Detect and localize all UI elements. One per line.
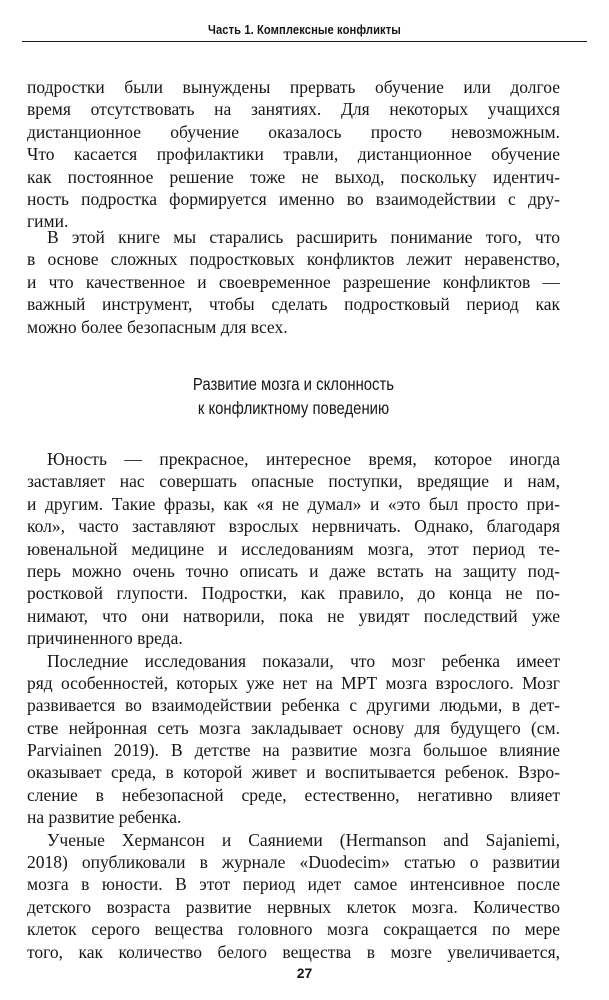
text-line: и что качественное и своевременное разрешение конфликтов — <box>27 271 560 292</box>
paragraph <box>27 226 560 338</box>
text-line: Parviainen 2019). В детстве на развитие мозга большое влияние <box>27 740 560 761</box>
section-heading-line: к конфликтному поведению <box>197 398 390 418</box>
header-rule <box>22 41 587 42</box>
text-line: дистанционное обучение оказалось просто невозможным. <box>27 121 560 142</box>
text-line: Что касается профилактики травли, дистанционное обучение <box>27 144 560 165</box>
text-line: подростки были вынуждены прервать обучение или долгое <box>27 77 560 97</box>
text-line: В этой книге мы старались расширить понимание того, что <box>47 227 560 247</box>
text-line: оказывает среда, в которой живет и воспитывается ребенок. Взро- <box>27 762 560 783</box>
text-line: время отсутствовать на занятиях. Для некоторых учащихся <box>27 99 560 120</box>
text-line: гими. <box>27 211 69 232</box>
text-line: мозга в юности. В этот период идет самое интенсивное после <box>27 874 560 895</box>
text-line: кол», часто заставляют взрослых нервничать. Однако, благодаря <box>27 516 560 537</box>
text-line: ростковой глупости. Подростки, как правило, до конца не по- <box>27 583 560 604</box>
text-line: ювенальной медицине и исследованиям мозга, этот период те- <box>27 538 560 559</box>
text-line: в основе сложных подростковых конфликтов лежит неравенство, <box>27 249 560 270</box>
text-line: ряд особенностей, которых уже нет на МРТ мозга взрослого. Мозг <box>27 672 560 693</box>
running-head: Часть 1. Комплексные конфликты <box>208 22 401 37</box>
text-line: Юность — прекрасное, интересное время, которое иногда <box>47 449 560 469</box>
text-line: как постоянное решение тоже не выход, поскольку идентич- <box>27 166 560 187</box>
text-line: того, как количество белого вещества в мозге увеличивается, <box>27 941 560 962</box>
text-line: 2018) опубликовали в журнале «Duodecim» статью о развитии <box>27 852 560 873</box>
paragraph-continuation <box>27 76 560 233</box>
text-line: причиненного вреда. <box>27 628 183 649</box>
section-heading <box>67 372 520 420</box>
text-line: и другим. Такие фразы, как «я не думал» и «это был просто при- <box>27 493 560 514</box>
text-line: можно более безопасным для всех. <box>27 316 288 337</box>
text-line: на развитие ребенка. <box>27 807 182 828</box>
text-line: развивается во взаимодействии ребенка с другими людьми, в дет- <box>27 695 560 716</box>
text-line: заставляет нас совершать опасные поступки, вредящие и нам, <box>27 471 560 492</box>
text-line: перь можно очень точно описать и даже встать на защиту под- <box>27 560 560 581</box>
page-number: 27 <box>296 965 313 981</box>
text-line: клеток серого вещества головного мозга сокращается по мере <box>27 919 560 940</box>
section-body <box>27 448 560 963</box>
text-line: стве нейронная сеть мозга закладывает основу для будущего (см. <box>27 717 560 738</box>
text-line: ность подростка формируется именно во взаимодействии с дру- <box>27 188 560 209</box>
text-line: Ученые Хермансон и Саяниеми (Hermanson and Sajaniemi, <box>47 829 560 850</box>
text-line: важный инструмент, чтобы сделать подростковый период как <box>27 294 560 315</box>
text-line: нимают, что они натворили, пока не увидят последствий уже <box>27 605 560 626</box>
section-heading-line: Развитие мозга и склонность <box>192 374 395 394</box>
text-line: детского возраста развитие нервных клеток мозга. Количество <box>27 896 560 917</box>
text-line: сление в небезопасной среде, естественно, негативно влияет <box>27 784 560 805</box>
text-line: Последние исследования показали, что мозг ребенка имеет <box>47 650 560 671</box>
